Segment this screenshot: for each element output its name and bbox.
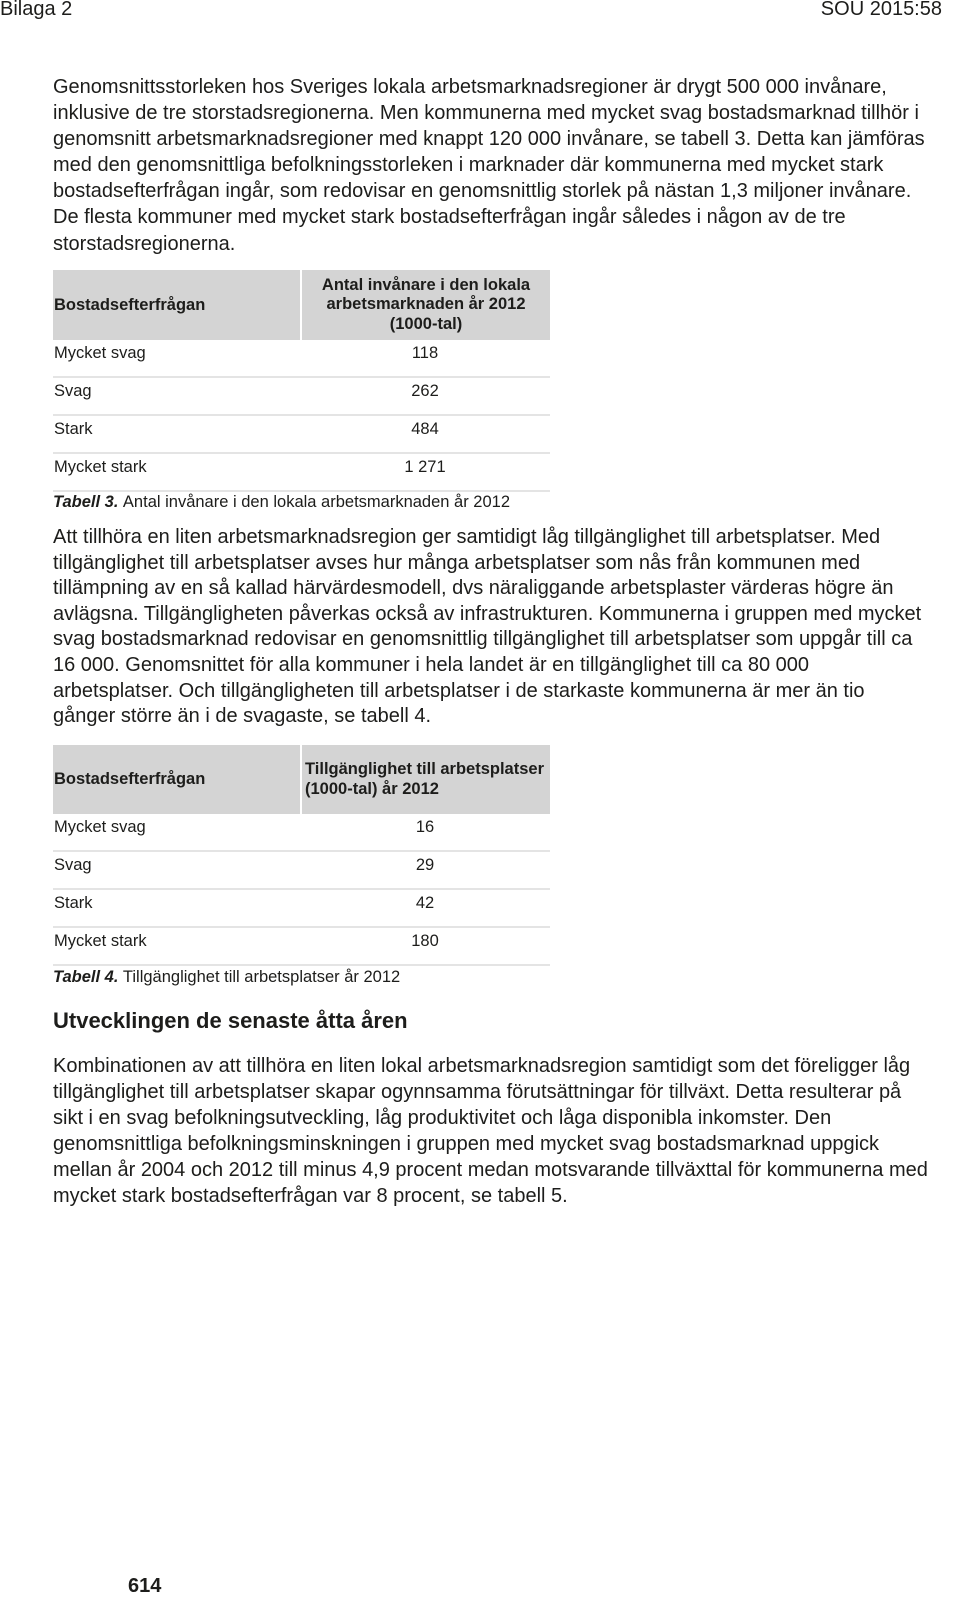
column-header-category (53, 745, 300, 814)
row-label: Stark (54, 894, 93, 912)
column-header-label: Bostadsefterfrågan (54, 770, 206, 788)
appendix-label: Bilaga 2 (0, 0, 73, 20)
column-header-value (300, 270, 550, 340)
table-caption (53, 967, 400, 987)
table-row (53, 416, 550, 454)
row-value: 16 (415, 818, 435, 836)
column-header-label: Antal invånare i den lokala arbetsmarknaden år 2012 (1000-tal) (321, 275, 531, 333)
row-label: Mycket svag (54, 344, 146, 362)
row-value: 262 (411, 382, 439, 400)
table-caption (53, 492, 510, 512)
column-header-label: Tillgänglighet till arbetsplatser (1000-tal) år 2012 (305, 760, 544, 798)
table-row (53, 378, 550, 416)
row-value: 118 (411, 344, 439, 362)
row-label: Svag (54, 382, 92, 400)
row-value: 42 (415, 894, 435, 912)
column-header-category (53, 270, 300, 340)
page-number: 614 (128, 1575, 162, 1597)
caption-text: Tillgänglighet till arbetsplatser år 2012 (122, 968, 401, 986)
body-paragraph-3: Kombinationen av att tillhöra en liten lokal arbetsmarknadsregion samtidigt som det föreligger låg tillgänglighet till arbetsplatser skapar ogynnsamma förutsättningar för tillväxt. Detta resulterar på sikt i en svag befolkningsutveckling, låg produktivitet och låga disponibla inkomster. Den genomsnittliga befolkningsminskningen i gruppen med mycket svag bostadsmarknad uppgick mellan år 2004 och 2012 till minus 4,9 procent medan motsvarande tillväxttal för kommunerna med mycket stark bostadsefterfrågan var 8 procent, se tabell 5. (53, 1055, 928, 1207)
row-value: 1 271 (404, 458, 446, 476)
row-value: 180 (411, 932, 439, 950)
row-value: 29 (415, 856, 435, 874)
row-label: Mycket svag (54, 818, 146, 836)
table-row (53, 340, 550, 378)
row-label: Mycket stark (54, 932, 147, 950)
table-header-row (53, 745, 550, 814)
table-row (53, 890, 550, 928)
caption-label: Tabell 3. (53, 493, 119, 511)
table-3 (53, 270, 550, 492)
table-row (53, 454, 550, 492)
body-paragraph-1: Genomsnittsstorleken hos Sveriges lokala arbetsmarknadsregioner är drygt 500 000 invånare, inklusive de tre storstadsregionerna. Men kommunerna med mycket svag bostadsmarknad tillhör i genomsnitt arbetsmarknadsregioner med knappt 120 000 invånare, se tabell 3. Detta kan jämföras med den genomsnittliga befolkningsstorleken i marknader där kommunerna med mycket stark bostadsefterfrågan ingår, som redovisar en genomsnittlig storlek på nästan 1,3 miljoner invånare. De flesta kommuner med mycket stark bostadsefterfrågan ingår således i någon av de tre storstadsregionerna. (53, 76, 925, 255)
table-row (53, 814, 550, 852)
caption-text: Antal invånare i den lokala arbetsmarknaden år 2012 (122, 493, 511, 511)
column-header-value (300, 745, 550, 814)
caption-label: Tabell 4. (53, 968, 119, 986)
body-paragraph-2: Att tillhöra en liten arbetsmarknadsregion ger samtidigt låg tillgänglighet till arbetsplatser. Med tillgänglighet till arbetsplatser avses hur många arbetsplatser som nås från kommunen med tillämpning av en så kallad härvärdesmodell, dvs näraliggande arbetsplaster värderas högre än avlägsna. Tillgängligheten påverkas också av infrastrukturen. Kommunerna i gruppen med mycket svag bostadsmarknad redovisar en genomsnittlig tillgänglighet till arbetsplatser som uppgår till ca 16 000. Genomsnittet för alla kommuner i hela landet är en tillgänglighet till ca 80 000 arbetsplatser. Och tillgängligheten till arbetsplatser i de starkaste kommunerna är mer än tio gånger större än i de svagaste, se tabell 4. (53, 526, 922, 728)
table-header-row (53, 270, 550, 340)
row-label: Mycket stark (54, 458, 147, 476)
table-row (53, 852, 550, 890)
table-4 (53, 745, 550, 966)
table-row (53, 928, 550, 966)
row-label: Svag (54, 856, 92, 874)
report-number: SOU 2015:58 (820, 0, 942, 20)
section-heading: Utvecklingen de senaste åtta åren (53, 1008, 408, 1033)
row-label: Stark (54, 420, 93, 438)
column-header-label: Bostadsefterfrågan (54, 295, 206, 314)
row-value: 484 (411, 420, 439, 438)
